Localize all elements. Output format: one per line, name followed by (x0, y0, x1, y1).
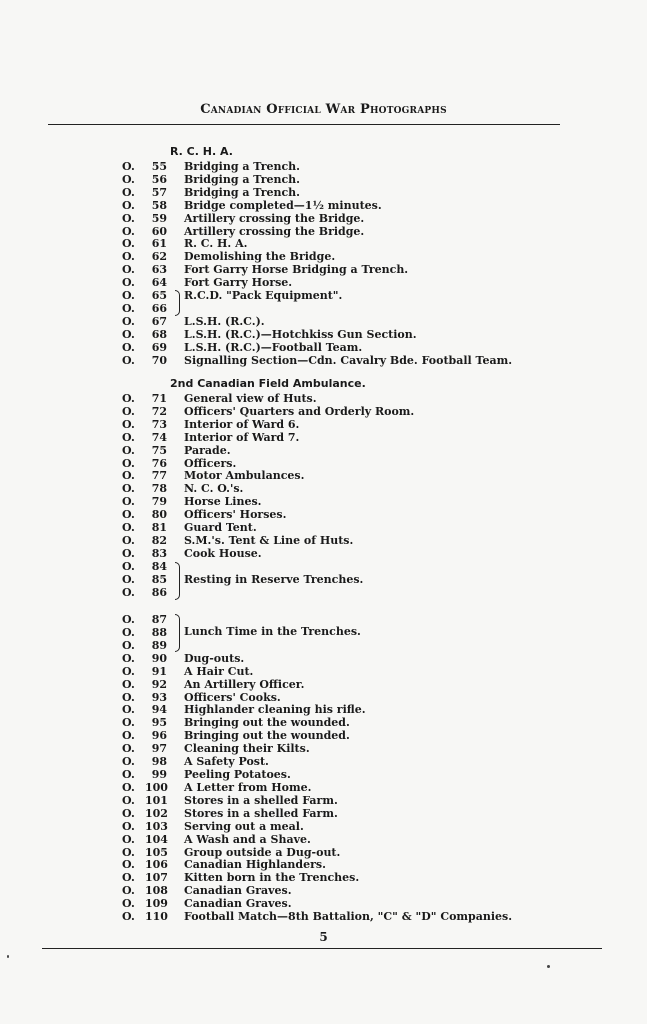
list-item-num: 60 (151, 224, 167, 238)
list-item-caption: General view of Huts. (184, 392, 317, 405)
list-item-num: 96 (151, 729, 167, 743)
list-item-num: 87 (151, 613, 167, 626)
brace-84-86 (175, 562, 180, 600)
list-item-caption: Canadian Graves. (184, 897, 292, 911)
list-item-num: 107 (145, 871, 168, 885)
footer-rule (42, 948, 602, 949)
list-item-num: 108 (145, 884, 168, 898)
list-item-prefix: O. (122, 651, 135, 665)
list-item-prefix: O. (122, 521, 135, 534)
list-item-caption: Fort Garry Horse Bridging a Trench. (184, 263, 409, 277)
list-item-caption: An Artillery Officer. (184, 677, 305, 691)
section-title-field-ambulance: 2nd Canadian Field Ambulance. (170, 377, 366, 390)
list-item-caption: Parade. (184, 443, 231, 457)
list-item-num: 66 (151, 301, 167, 315)
list-item-num: 102 (145, 806, 168, 820)
list-item-caption: Horse Lines. (184, 495, 262, 509)
list-item-num: 68 (151, 327, 167, 341)
list-item-prefix: O. (122, 533, 135, 547)
list-item-caption: L.S.H. (R.C.)—Football Team. (184, 340, 363, 354)
list-item-prefix: O. (122, 871, 135, 885)
list-item-num: 97 (151, 742, 167, 756)
paper-speck (7, 955, 9, 958)
list-item-caption: L.S.H. (R.C.). (184, 314, 265, 328)
list-item-prefix: O. (122, 508, 135, 522)
page-number: 5 (319, 930, 328, 944)
list-item-prefix: O. (122, 353, 135, 367)
list-item-num: 86 (151, 585, 167, 599)
list-item-caption: A Safety Post. (184, 755, 269, 769)
list-item-prefix: O. (122, 237, 135, 251)
list-item-num: 109 (145, 897, 168, 911)
list-item-num: 110 (145, 910, 168, 924)
list-item-num: 104 (145, 832, 168, 846)
list-item-caption: Bringing out the wounded. (184, 716, 350, 730)
list-item-prefix: O. (122, 263, 135, 277)
list-item-caption: Bridge completed—1½ minutes. (184, 198, 382, 212)
list-item-caption: Officers' Horses. (184, 508, 287, 522)
list-item-prefix: O. (122, 819, 135, 833)
list-item-prefix: O. (122, 768, 135, 782)
list-item-num: 59 (151, 211, 167, 225)
list-item-prefix: O. (122, 211, 135, 225)
list-item-prefix: O. (122, 301, 135, 315)
list-item-num: 58 (151, 198, 167, 212)
list-item-num: 81 (151, 521, 167, 534)
list-item-num: 84 (151, 559, 167, 573)
list-item-num: 91 (151, 664, 167, 678)
list-item-caption: Highlander cleaning his rifle. (184, 703, 366, 717)
list-item-num: 70 (151, 353, 167, 367)
list-item-caption: N. C. O.'s. (184, 482, 244, 496)
list-item-num: 56 (151, 172, 167, 186)
header-rule (48, 124, 560, 125)
brace-65-66 (175, 290, 180, 316)
list-item-prefix: O. (122, 572, 135, 586)
list-item-num: 101 (145, 793, 168, 807)
list-item-caption: Canadian Graves. (184, 884, 292, 898)
list-item-num: 62 (151, 250, 167, 264)
list-item-prefix: O. (122, 340, 135, 354)
list-item-prefix: O. (122, 585, 135, 599)
list-item-caption: Officers. (184, 456, 237, 470)
list-item-caption: Stores in a shelled Farm. (184, 793, 338, 807)
list-item-prefix: O. (122, 250, 135, 264)
list-item-num: 69 (151, 340, 167, 354)
list-item-prefix: O. (122, 793, 135, 807)
list-item-prefix: O. (122, 690, 135, 704)
list-item-num: 106 (145, 858, 168, 872)
list-item-num: 61 (151, 237, 167, 251)
list-item-caption: Bridging a Trench. (184, 172, 301, 186)
list-item-caption: Bridging a Trench. (184, 185, 301, 199)
list-item-num: 63 (151, 263, 167, 277)
list-item-num: 90 (151, 651, 167, 665)
list-item-prefix: O. (122, 625, 135, 639)
list-item-num: 85 (151, 572, 167, 586)
list-item-prefix: O. (122, 172, 135, 186)
list-item-prefix: O. (122, 664, 135, 678)
list-item-prefix: O. (122, 327, 135, 341)
list-item-prefix: O. (122, 160, 135, 173)
paper-speck (547, 965, 550, 968)
list-item-prefix: O. (122, 198, 135, 212)
list-item-num: 100 (145, 780, 168, 794)
list-item-caption: Bringing out the wounded. (184, 729, 350, 743)
list-item-num: 83 (151, 546, 167, 560)
list-item-caption: A Wash and a Shave. (184, 832, 311, 846)
list-item-num: 67 (151, 314, 167, 328)
list-item-caption: Officers' Quarters and Orderly Room. (184, 404, 415, 418)
list-item-num: 105 (145, 845, 168, 859)
list-item-caption: Officers' Cooks. (184, 690, 281, 704)
list-item-prefix: O. (122, 495, 135, 509)
list-item-caption: Football Match—8th Battalion, "C" & "D" Companies. (184, 910, 513, 924)
list-item-num: 78 (151, 482, 167, 496)
list-item-num: 80 (151, 508, 167, 522)
list-item-prefix: O. (122, 417, 135, 431)
list-item-prefix: O. (122, 742, 135, 756)
list-item-caption: Artillery crossing the Bridge. (184, 211, 365, 225)
list-item-caption: Interior of Ward 7. (184, 430, 300, 444)
list-item-num: 72 (151, 404, 167, 418)
list-item-caption: R. C. H. A. (184, 237, 248, 251)
list-item-prefix: O. (122, 677, 135, 691)
list-item-prefix: O. (122, 638, 135, 652)
list-item-prefix: O. (122, 456, 135, 470)
list-item-prefix: O. (122, 716, 135, 730)
list-item-caption: Signalling Section—Cdn. Cavalry Bde. Football Team. (184, 353, 513, 367)
list-item-num: 73 (151, 417, 167, 431)
list-item-caption: A Hair Cut. (184, 664, 254, 678)
list-item-num: 82 (151, 533, 167, 547)
list-item-caption: Serving out a meal. (184, 819, 304, 833)
list-item-num: 65 (151, 289, 167, 302)
list-item-num: 94 (151, 703, 167, 717)
list-item-prefix: O. (122, 806, 135, 820)
list-item-prefix: O. (122, 185, 135, 199)
list-item-prefix: O. (122, 430, 135, 444)
section-title-rcha: R. C. H. A. (170, 145, 233, 158)
list-item-caption: Guard Tent. (184, 521, 257, 534)
list-item-num: 71 (151, 392, 167, 405)
list-item-caption: A Letter from Home. (184, 780, 312, 794)
list-item-num: 89 (151, 638, 167, 652)
list-item-prefix: O. (122, 832, 135, 846)
list-item-prefix: O. (122, 404, 135, 418)
list-item-prefix: O. (122, 884, 135, 898)
list-item-prefix: O. (122, 897, 135, 911)
list-item-caption: Stores in a shelled Farm. (184, 806, 338, 820)
list-item-num: 76 (151, 456, 167, 470)
list-item-num: 74 (151, 430, 167, 444)
list-item-caption: Group outside a Dug-out. (184, 845, 341, 859)
list-item-num: 92 (151, 677, 167, 691)
list-item-prefix: O. (122, 289, 135, 302)
list-item-caption: L.S.H. (R.C.)—Hotchkiss Gun Section. (184, 327, 417, 341)
group-caption-resting: Resting in Reserve Trenches. (184, 573, 364, 586)
list-item-caption: Canadian Highlanders. (184, 858, 326, 872)
list-item-prefix: O. (122, 845, 135, 859)
list-item-caption: Cleaning their Kilts. (184, 742, 310, 756)
list-item-caption: Bridging a Trench. (184, 160, 301, 173)
list-item-caption: Kitten born in the Trenches. (184, 871, 360, 885)
list-item-num: 98 (151, 755, 167, 769)
list-item-num: 93 (151, 690, 167, 704)
page-header: Canadian Official War Photographs (200, 102, 447, 117)
list-item-prefix: O. (122, 559, 135, 573)
list-item-prefix: O. (122, 224, 135, 238)
list-item-num: 103 (145, 819, 168, 833)
list-item-caption: Interior of Ward 6. (184, 417, 300, 431)
list-item-prefix: O. (122, 703, 135, 717)
list-item-caption: Dug-outs. (184, 651, 245, 665)
brace-87-89 (175, 614, 180, 652)
list-item-num: 79 (151, 495, 167, 509)
list-item-num: 55 (151, 160, 167, 173)
list-item-num: 99 (151, 768, 167, 782)
list-item-caption: R.C.D. "Pack Equipment". (184, 289, 343, 302)
list-item-caption: S.M.'s. Tent & Line of Huts. (184, 533, 354, 547)
list-item-num: 64 (151, 276, 167, 290)
list-item-prefix: O. (122, 858, 135, 872)
list-item-prefix: O. (122, 469, 135, 483)
list-item-num: 88 (151, 625, 167, 639)
list-item-caption: Artillery crossing the Bridge. (184, 224, 365, 238)
list-item-prefix: O. (122, 546, 135, 560)
list-item-prefix: O. (122, 482, 135, 496)
list-item-num: 57 (151, 185, 167, 199)
list-item-num: 75 (151, 443, 167, 457)
list-item-prefix: O. (122, 613, 135, 626)
list-item-prefix: O. (122, 314, 135, 328)
group-caption-lunch: Lunch Time in the Trenches. (184, 625, 361, 638)
list-item-prefix: O. (122, 729, 135, 743)
list-item-caption: Demolishing the Bridge. (184, 250, 336, 264)
list-item-prefix: O. (122, 443, 135, 457)
list-item-num: 95 (151, 716, 167, 730)
list-item-caption: Peeling Potatoes. (184, 768, 291, 782)
list-item-prefix: O. (122, 276, 135, 290)
list-item-prefix: O. (122, 780, 135, 794)
list-item-prefix: O. (122, 910, 135, 924)
list-item-caption: Cook House. (184, 546, 262, 560)
list-item-prefix: O. (122, 755, 135, 769)
list-item-prefix: O. (122, 392, 135, 405)
list-item-caption: Motor Ambulances. (184, 469, 305, 483)
list-item-caption: Fort Garry Horse. (184, 276, 293, 290)
list-item-num: 77 (151, 469, 167, 483)
